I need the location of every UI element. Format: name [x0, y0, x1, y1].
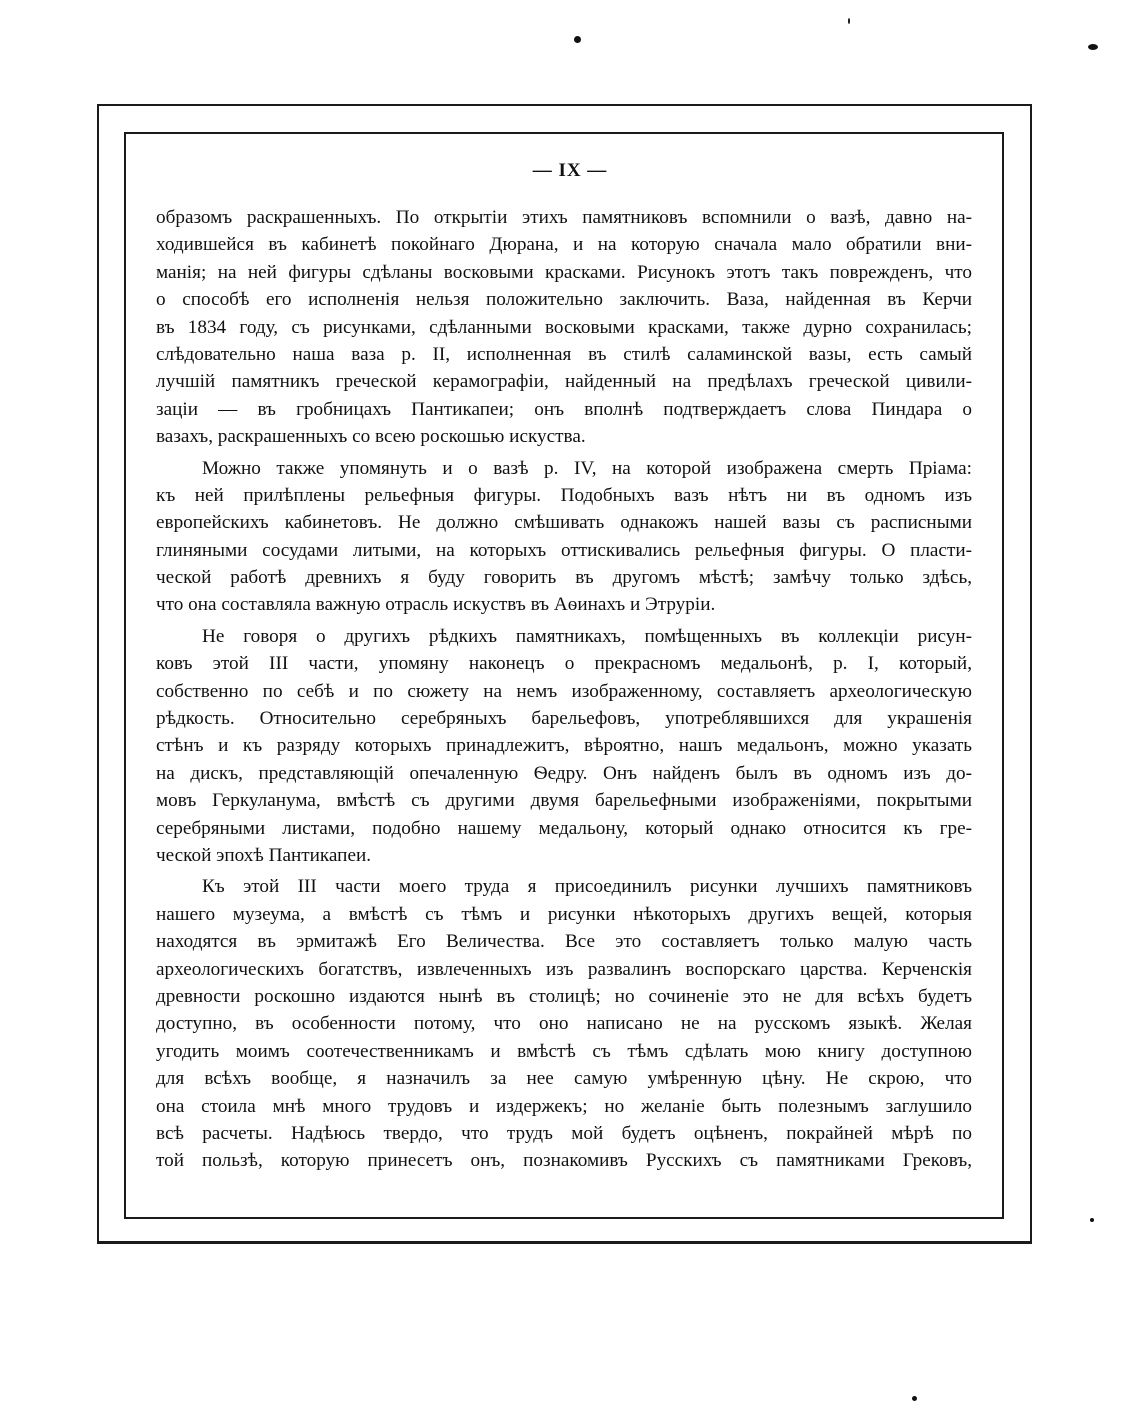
text-line: собственно по себѣ и по сюжету на немъ изображенному, составляетъ археологическую [156, 680, 972, 702]
scan-speck [1088, 44, 1098, 50]
text-line: находятся въ эрмитажѣ Его Величества. Все это составляетъ только малую часть [156, 931, 972, 953]
text-line: древности роскошно издаются нынѣ въ столицѣ; но сочиненіе это не для всѣхъ будетъ [156, 985, 972, 1007]
text-line: Можно также упомянуть и о вазѣ р. IV, на которой изображена смерть Пріама: [202, 457, 972, 479]
text-line: что она составляла важную отрасль искуствъ въ Аѳинахъ и Этруріи. [156, 594, 716, 616]
text-line: ходившейся въ кабинетѣ покойнаго Дюрана, и на которую сначала мало обратили вни- [156, 234, 972, 256]
paragraph-2 [156, 455, 972, 619]
text-line: манія; на ней фигуры сдѣланы восковыми красками. Рисунокъ этотъ такъ поврежденъ, что [156, 261, 972, 283]
text-line: археологическихъ богатствъ, извлеченныхъ изъ развалинъ воспорскаго царства. Керченскія [156, 958, 972, 980]
text-line: слѣдовательно наша ваза р. II, исполненная въ стилѣ саламинской вазы, есть самый [156, 343, 972, 365]
paragraph-3 [156, 623, 972, 870]
paragraph-1 [156, 204, 972, 451]
text-line: ческой эпохѣ Пантикапеи. [156, 844, 372, 866]
text-line: угодить моимъ соотечественникамъ и вмѣстѣ съ тѣмъ сдѣлать мою книгу доступною [156, 1040, 972, 1062]
text-line: ческой работѣ древнихъ я буду говорить въ другомъ мѣстѣ; замѣчу только здѣсь, [156, 567, 972, 589]
text-line: къ ней прилѣплены рельефныя фигуры. Подобныхъ вазъ нѣтъ ни въ одномъ изъ [156, 484, 972, 506]
text-line: ковъ этой III части, упомяну наконецъ о прекрасномъ медальонѣ, р. I, который, [156, 653, 972, 675]
text-line: вазахъ, раскрашенныхъ со всею роскошью искуства. [156, 426, 586, 448]
body-text [156, 204, 972, 1179]
text-line: въ 1834 году, съ рисунками, сдѣланными восковыми красками, также дурно сохранилась; [156, 316, 972, 338]
scan-speck [848, 18, 850, 24]
text-line: заціи — въ гробницахъ Пантикапеи; онъ вполнѣ подтверждаетъ слова Пиндара о [156, 398, 972, 420]
text-line: она стоила мнѣ много трудовъ и издержекъ; но желаніе быть полезнымъ заглушило [156, 1095, 972, 1117]
text-line: нашего музеума, а вмѣстѣ съ тѣмъ и рисунки нѣкоторыхъ другихъ вещей, которыя [156, 903, 972, 925]
text-line: серебряными листами, подобно нашему медальону, который однако относится къ гре- [156, 817, 972, 839]
text-line: лучшій памятникъ греческой керамографіи, найденный на предѣлахъ греческой цивили- [156, 371, 972, 393]
text-line: всѣ расчеты. Надѣюсь твердо, что трудъ мой будетъ оцѣненъ, покрайней мѣрѣ по [156, 1122, 972, 1144]
text-line: Не говоря о другихъ рѣдкихъ памятникахъ, помѣщенныхъ въ коллекціи рисун- [202, 625, 972, 647]
text-line: европейскихъ кабинетовъ. Не должно смѣшивать однакожъ нашей вазы съ расписными [156, 512, 972, 534]
text-line: для всѣхъ вообще, я назначилъ за нее самую умѣренную цѣну. Не скрою, что [156, 1068, 972, 1090]
text-line: той пользѣ, которую принесетъ онъ, познакомивъ Русскихъ съ памятниками Грековъ, [156, 1150, 972, 1172]
paragraph-4 [156, 873, 972, 1174]
scan-speck [1090, 1218, 1094, 1222]
text-line: образомъ раскрашенныхъ. По открытіи этихъ памятниковъ вспомнили о вазѣ, давно на- [156, 207, 972, 228]
text-line: стѣнъ и къ разряду которыхъ принадлежитъ, вѣроятно, нашъ медальонъ, можно указать [156, 735, 972, 757]
scan-speck [912, 1396, 917, 1401]
text-line: о способѣ его исполненія нельзя положительно заключить. Ваза, найденная въ Керчи [156, 289, 972, 311]
text-line: доступно, въ особенности потому, что оно написано не на русскомъ языкѣ. Желая [156, 1013, 972, 1035]
text-line: глиняными сосудами литыми, на которыхъ оттискивались рельефныя фигуры. О пласти- [156, 539, 972, 561]
text-line: рѣдкость. Относительно серебряныхъ барельефовъ, употреблявшихся для украшенія [156, 708, 972, 730]
text-line: Къ этой III части моего труда я присоединилъ рисунки лучшихъ памятниковъ [202, 876, 972, 898]
page-number: — IX — [532, 160, 608, 181]
scan-speck [574, 36, 581, 43]
text-line: мовъ Геркуланума, вмѣстѣ съ другими двумя барельефными изображеніями, покрытыми [156, 790, 972, 812]
text-line: на дискъ, представляющій опечаленную Ѳедру. Онъ найденъ былъ въ одномъ изъ до- [156, 762, 972, 784]
